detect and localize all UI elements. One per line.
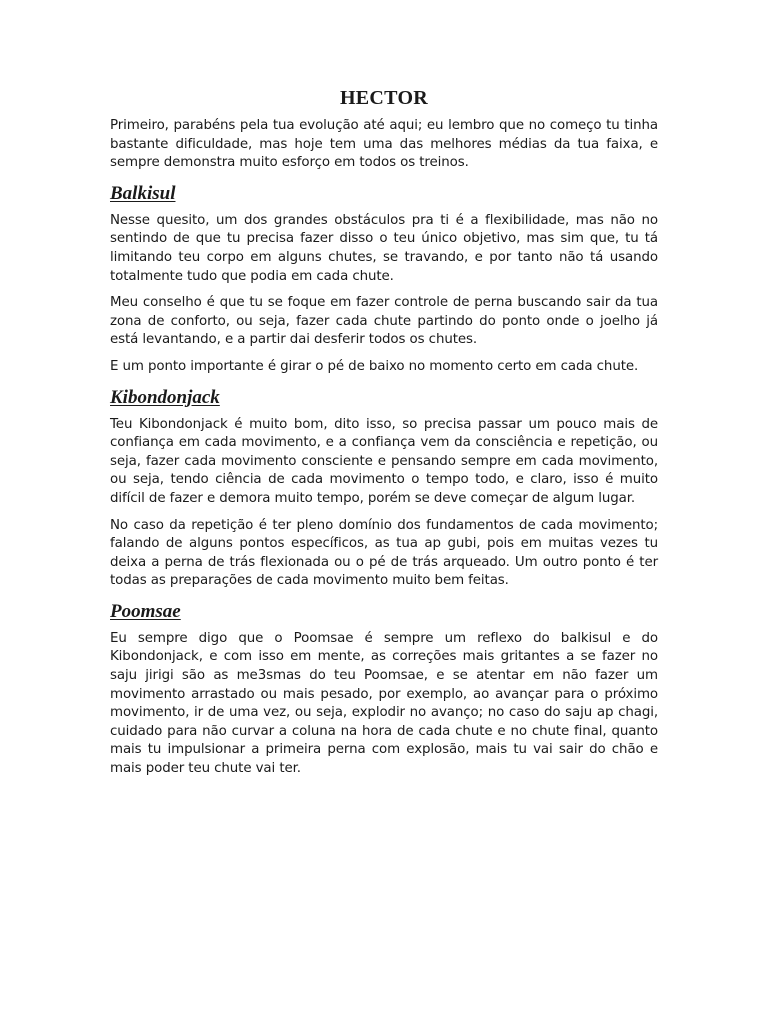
intro-paragraph: Primeiro, parabéns pela tua evolução até aqui; eu lembro que no começo tu tinha bastante dificuldade, mas hoje tem uma das melhores médias da tua faixa, e sempre demonstra muito esforço em todos os treinos. xyxy=(110,118,658,171)
section-heading-kibondonjack: Kibondonjack xyxy=(110,386,220,408)
section-kibondonjack xyxy=(110,385,658,591)
kibondonjack-paragraph-1: Teu Kibondonjack é muito bom, dito isso, so precisa passar um pouco mais de confiança em cada movimento, e a confiança vem da consciência e repetição, ou seja, fazer cada movimento consciente e pensando sempre em cada movimento, ou seja, tendo ciência de cada movimento o tempo todo, e claro, isso é muito difícil de fazer e demora muito tempo, porém se deve começar de algum lugar. xyxy=(110,416,658,506)
section-poomsae xyxy=(110,599,658,779)
kibondonjack-paragraph-2: No caso da repetição é ter pleno domínio dos fundamentos de cada movimento; falando de alguns pontos específicos, as tua ap gubi, pois em muitas vezes tu deixa a perna de trás flexionada ou o pé de trás arqueado. Um outro ponto é ter todas as preparações de cada movimento muito bem feitas. xyxy=(110,517,658,589)
section-balkisul xyxy=(110,181,658,377)
section-heading-poomsae: Poomsae xyxy=(110,600,181,622)
section-heading-balkisul: Balkisul xyxy=(110,182,176,204)
balkisul-paragraph-2: Meu conselho é que tu se foque em fazer controle de perna buscando sair da tua zona de conforto, ou seja, fazer cada chute partindo do ponto onde o joelho já está levantando, e a partir dai desferir todos os chutes. xyxy=(110,295,658,348)
document-page xyxy=(110,84,658,787)
balkisul-paragraph-3: E um ponto importante é girar o pé de baixo no momento certo em cada chute. xyxy=(110,358,639,374)
document-title: HECTOR xyxy=(339,87,429,109)
poomsae-paragraph-1: Eu sempre digo que o Poomsae é sempre um reflexo do balkisul e do Kibondonjack, e com isso em mente, as correções mais gritantes a se fazer no saju jirigi são as me3smas do teu Poomsae, e se atentar em não fazer um movimento arrastado ou mais pesado, por exemplo, ao avançar para o próximo movimento, ir de uma vez, ou seja, explodir no avanço; no caso do saju ap chagi, cuidado para não curvar a coluna na hora de cada chute e no chute final, quanto mais tu impulsionar a primeira perna com explosão, mais tu vai sair do chão e mais poder teu chute vai ter. xyxy=(110,630,658,777)
balkisul-paragraph-1: Nesse quesito, um dos grandes obstáculos pra ti é a flexibilidade, mas não no sentindo de que tu precisa fazer disso o teu único objetivo, mas sim que, tu tá limitando teu corpo em alguns chutes, se travando, e por tanto não tá usando totalmente tudo que podia em cada chute. xyxy=(110,212,658,284)
